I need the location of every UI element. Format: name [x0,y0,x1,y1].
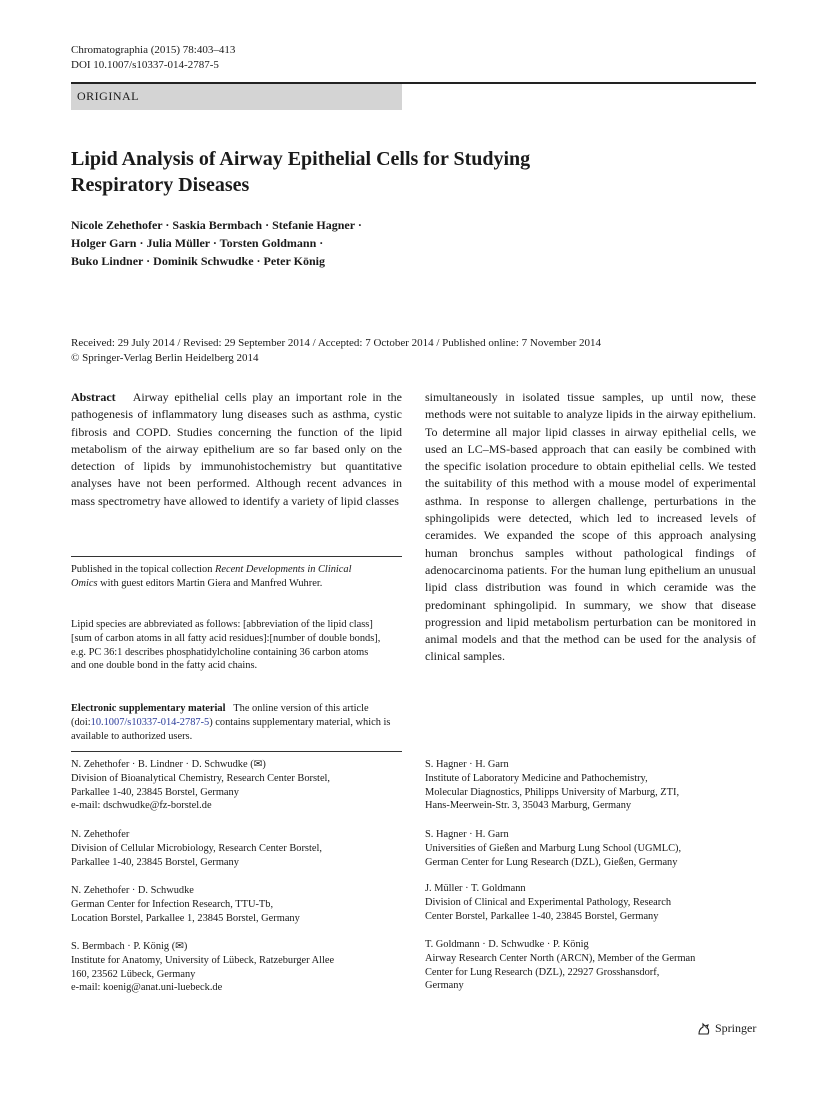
affiliations-divider [71,751,402,752]
journal-citation: Chromatographia (2015) 78:403–413 [71,44,236,56]
collection-suffix: with guest editors Martin Giera and Manfred Wuhrer. [97,577,323,589]
affiliation-line: 160, 23562 Lübeck, Germany [71,968,196,980]
author-list [71,216,431,270]
collection-prefix: Published in the topical collection [71,564,215,575]
esm-doi-link[interactable]: 10.1007/s10337-014-2787-5 [90,716,210,728]
publisher-name: Springer [715,1021,757,1035]
abbreviation-note [71,618,381,673]
affiliation-line: Division of Bioanalytical Chemistry, Research Center Borstel, [71,772,331,784]
abbreviation-text: Lipid species are abbreviated as follows: [abbreviation of the lipid class] [sum of carbon atoms in all fatty acid residues]:[number of double bonds], e.g. PC 36:1 describes phosphatidylcholine containing 36 carbon atoms and one double bond in the fatty acid chains. [71,619,381,672]
abstract-text-1: Airway epithelial cells play an important role in the pathogenesis of inflammatory lung diseases such as asthma, cystic fibrosis and COPD. Studies concerning the function of the lipid metabolism of the airway epithelium are so far based only on the detection of lipids by immunohistochemistry but quantitative analyses have not been performed. Although recent advances in mass spectrometry have allowed to identify a variety of lipid classes [71,390,403,508]
affiliation-names: J. Müller · T. Goldmann [425,883,526,894]
esm-note [71,702,391,743]
affiliation-line: Hans-Meerwein-Str. 3, 35043 Marburg, Germany [425,800,632,812]
affiliation-line: Center for Lung Research (DZL), 22927 Grosshansdorf, [425,966,660,978]
affiliation-email[interactable]: e-mail: koenig@anat.uni-luebeck.de [71,982,223,994]
affiliation-line: Molecular Diagnostics, Philipps University of Marburg, ZTI, [425,786,680,798]
abstract-text-2: simultaneously in isolated tissue samples, up until now, these methods were not suitable to analyze lipids in the airway epithelium. To determine all major lipid classes in airway epithelial cells, we used an LC–MS-based approach that can easily be combined with the specific isolation procedure to obtain epithelial cells. We tested the suitability of this method with a mouse model of experimental asthma. In response to allergen challenge, perturbations in the sphingolipids were detected, which led to increased levels of ceramides. We expanded the scope of this approach analysing human bronchus samples without pathological findings of adenocarcinoma patients. For the human lung epithelium an unusual lipid class distribution was found in which ceramide was the predominant sphingolipid. In summary, we show that disease progression and lipid metabolism perturbation can be monitored in animal models and that the method can be used for the analysis of clinical samples. [425,390,756,664]
article-type-banner [71,84,402,110]
affiliation-line: Division of Cellular Microbiology, Research Center Borstel, [71,842,322,854]
title-line-1: Lipid Analysis of Airway Epithelial Cells for Studying [71,148,531,170]
springer-horse-icon [697,1022,711,1036]
authors-line-2: Holger Garn · Julia Müller · Torsten Goldmann · [71,236,324,250]
affiliation-left-3 [71,884,402,925]
affiliation-names: N. Zehethofer [71,829,130,840]
affiliation-left-4 [71,940,402,995]
affiliation-names: S. Hagner · H. Garn [425,829,509,840]
affiliation-email[interactable]: e-mail: dschwudke@fz-borstel.de [71,800,212,812]
affiliation-line: Institute for Anatomy, University of Lübeck, Ratzeburger Allee [71,954,335,966]
affiliation-line: Division of Clinical and Experimental Pathology, Research [425,896,672,908]
affiliation-right-4 [425,938,756,993]
journal-header [71,43,235,73]
abstract-column-1 [71,389,402,510]
affiliation-names: N. Zehethofer · B. Lindner · D. Schwudke (✉) [71,759,266,770]
article-type-label: ORIGINAL [77,89,139,103]
topical-collection-note [71,563,371,591]
affiliation-line: Germany [425,980,464,992]
affiliation-names: N. Zehethofer · D. Schwudke [71,885,194,896]
affiliation-right-2 [425,828,756,869]
affiliation-line: Location Borstel, Parkallee 1, 23845 Borstel, Germany [71,912,300,924]
abstract-column-2 [425,389,756,666]
publication-history [71,336,771,365]
authors-line-3: Buko Lindner · Dominik Schwudke · Peter König [71,254,325,268]
affiliation-right-3 [425,882,756,923]
abstract-heading: Abstract [71,390,116,404]
affiliation-line: Universities of Gießen and Marburg Lung School (UGMLC), [425,842,682,854]
affiliation-right-1 [425,758,756,813]
title-line-2: Respiratory Diseases [71,174,250,196]
affiliation-line: German Center for Infection Research, TTU-Tb, [71,898,274,910]
affiliation-line: Airway Research Center North (ARCN), Member of the German [425,952,696,964]
affiliation-names: T. Goldmann · D. Schwudke · P. König [425,939,589,950]
history-dates: Received: 29 July 2014 / Revised: 29 September 2014 / Accepted: 7 October 2014 / Published online: 7 November 2014 [71,337,602,349]
copyright-line: © Springer-Verlag Berlin Heidelberg 2014 [71,351,259,364]
article-title [71,146,631,198]
publisher-logo [697,1021,756,1036]
journal-doi: DOI 10.1007/s10337-014-2787-5 [71,59,219,71]
affiliation-line: German Center for Lung Research (DZL), Gießen, Germany [425,856,678,868]
affiliation-line: Center Borstel, Parkallee 1-40, 23845 Borstel, Germany [425,910,659,922]
affiliation-line: Parkallee 1-40, 23845 Borstel, Germany [71,856,239,868]
esm-prefix: The online version of this article (doi: [71,703,369,728]
esm-suffix: ) contains supplementary material, which is available to authorized users. [71,716,391,742]
esm-heading: Electronic supplementary material [71,703,226,714]
affiliation-line: Institute of Laboratory Medicine and Pathochemistry, [425,772,648,784]
collection-name: Recent Developments in Clinical Omics [71,564,352,589]
affiliation-names: S. Bermbach · P. König (✉) [71,941,188,952]
affiliation-left-1 [71,758,402,813]
authors-line-1: Nicole Zehethofer · Saskia Bermbach · Stefanie Hagner · [71,218,362,232]
affiliation-names: S. Hagner · H. Garn [425,759,509,770]
affiliation-left-2 [71,828,402,869]
notes-divider [71,556,402,557]
affiliation-line: Parkallee 1-40, 23845 Borstel, Germany [71,786,239,798]
